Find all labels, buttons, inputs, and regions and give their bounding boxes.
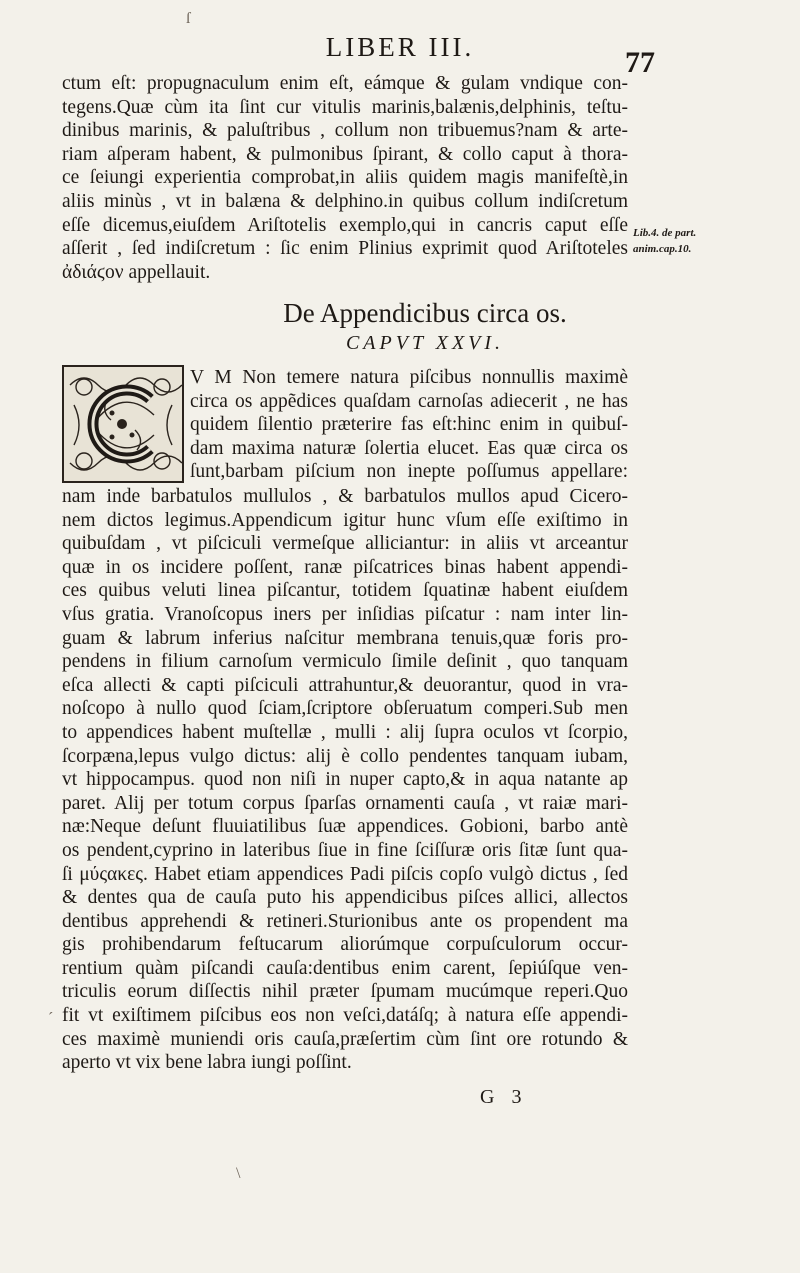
ink-speck-icon: ˊ <box>48 1010 54 1027</box>
text-line: dinibus marinis, & paluſtribus , collum non tribuemus?nam & arte- <box>62 120 628 142</box>
decorated-initial-c-icon <box>62 365 184 483</box>
text-line: gis prohibendarum feſtucarum aliorúmque corpuſculorum occur- <box>62 934 628 956</box>
text-line: os pendent,cyprino in lateribus ſiue in fine ſciſſuræ oris ſitæ ſunt qua- <box>62 839 628 861</box>
text-line: ſcorpæna,lepus vulgo dictus: alij è collo pendentes tanquam iubam, <box>62 745 628 767</box>
text-line: dam maxima naturæ ſolertia elucet. Eas quæ circa os <box>190 437 628 459</box>
text-line: ſi μύςακες. Habet etiam appendices Padi piſcis copſo vulgò dictus , ſed <box>62 863 628 885</box>
margin-note-line: anim.cap.10. <box>633 243 692 255</box>
text-line: eſca allecti & capti piſciculi attrahuntur,& deuorantur, quod in vra- <box>62 674 628 696</box>
text-line: ces quibus veluti linea piſcantur, totidem ſquatinæ habent eiuſdem <box>62 580 628 602</box>
text-line: aperto vt vix bene labra iungi poſſint. <box>62 1052 352 1074</box>
text-line: V M Non temere natura piſcibus nonnullis maximè <box>190 367 628 388</box>
text-line: noſcopo à nullo quod ſciam,ſcriptore obſeruatum comperi.Sub men <box>62 698 628 720</box>
text-line: ſunt,barbam piſcium non inepte poſſumus appellare: <box>190 461 628 483</box>
text-line: paret. Alij per totum corpus ſparſas ornamenti cauſa , vt raiæ mari- <box>62 792 628 814</box>
running-head: LIBER III. <box>325 32 475 62</box>
text-line: nam inde barbatulos mullulos , & barbatulos mullos apud Cicero- <box>62 486 628 507</box>
page-number: 77 <box>625 46 655 79</box>
drop-cap-paragraph <box>190 366 628 484</box>
text-line: eſſe dicemus,eiuſdem Ariſtotelis exemplo,qui in cancris caput eſſe <box>62 214 628 236</box>
chapter-heading: CAPVT XXVI. <box>345 332 505 354</box>
text-line: ἀδιάϛον appellauit. <box>62 261 211 283</box>
text-line: aſſerit , ſed indiſcretum : ſic enim Plinius exprimit quod Ariſtoteles <box>62 238 628 260</box>
text-line: ce ſeiungi experientia comprobat,in aliis quidem magis manifeſtè,in <box>62 167 628 189</box>
text-line: dentibus apprehendi & retineri.Sturionibus ante os propendent ma <box>62 910 628 932</box>
text-line: ces maximè muniendi oris cauſa,præſertim cùm ſint ore rotundo & <box>62 1028 628 1050</box>
text-line: riam aſperam habent, & pulmonibus ſpirant, & collo caput à thora- <box>62 143 628 165</box>
text-line: aliis minùs , vt in balæna & delphino.in quibus collum indiſcretum <box>62 190 628 212</box>
text-line: to appendices habent muſtellæ , mulli : alij ſupra oculos vt ſcorpio, <box>62 721 628 743</box>
text-line: triculis eorum diſſectis nihil præter ſpumam mucúmque reperi.Quo <box>62 981 628 1003</box>
text-line: circa os appẽdices quaſdam carnoſas adiecerit , ne has <box>190 390 628 412</box>
main-paragraph <box>62 485 628 1075</box>
text-line: ctum eſt: propugnaculum enim eſt, eámque & gulam vndique con- <box>62 73 628 94</box>
top-paragraph <box>62 72 628 284</box>
section-title: De Appendicibus circa os. <box>283 298 567 328</box>
text-line: vſus gratia. Vranoſcopus iners per inſidias piſcatur : nam inter lin- <box>62 603 628 625</box>
text-line: quæ in os incidere poſſent, ranæ piſcatrices binas habent appendi- <box>62 556 628 578</box>
text-line: næ:Neque deſunt fluuiatilibus ſuæ appendices. Gobioni, barbo antè <box>62 816 628 838</box>
text-line: guam & labrum inferius naſcitur membrana tenuis,quæ foris pro- <box>62 627 628 649</box>
signature-mark: G 3 <box>480 1086 528 1108</box>
ink-speck-icon: ſ <box>186 10 191 27</box>
text-line: nem dictos legimus.Appendicum igitur hunc vſum eſſe exiſtimo in <box>62 509 628 531</box>
text-line: vt hippocampus. quod non niſi in nuper capto,& in aqua natante ap <box>62 769 628 791</box>
text-line: quidem ſilentio præterire fas eſt:hinc enim in quibuſ- <box>190 414 628 436</box>
ink-speck-icon: \ <box>236 1165 241 1182</box>
text-line: fit vt exiſtimem piſcibus eos non veſci,datáſq; à natura eſſe appendi- <box>62 1005 628 1027</box>
text-line: & dentes qua de cauſa puto his appendicibus piſces allici, allectos <box>62 887 628 909</box>
margin-note-line: Lib.4. de part. <box>633 227 697 239</box>
text-line: quibuſdam , vt piſciculi vermeſque alliciantur: in aliis vt arceantur <box>62 533 628 555</box>
text-line: pendens in filium carnoſum vermiculo ſimile deſinit , quo tanquam <box>62 651 628 673</box>
margin-note <box>633 225 713 257</box>
text-line: rentium quàm piſcandi cauſa:dentibus enim carent, ſepiúſque ven- <box>62 957 628 979</box>
text-line: tegens.Quæ cùm ita ſint cur vitulis marinis,balænis,delphinis, teſtu- <box>62 96 628 118</box>
